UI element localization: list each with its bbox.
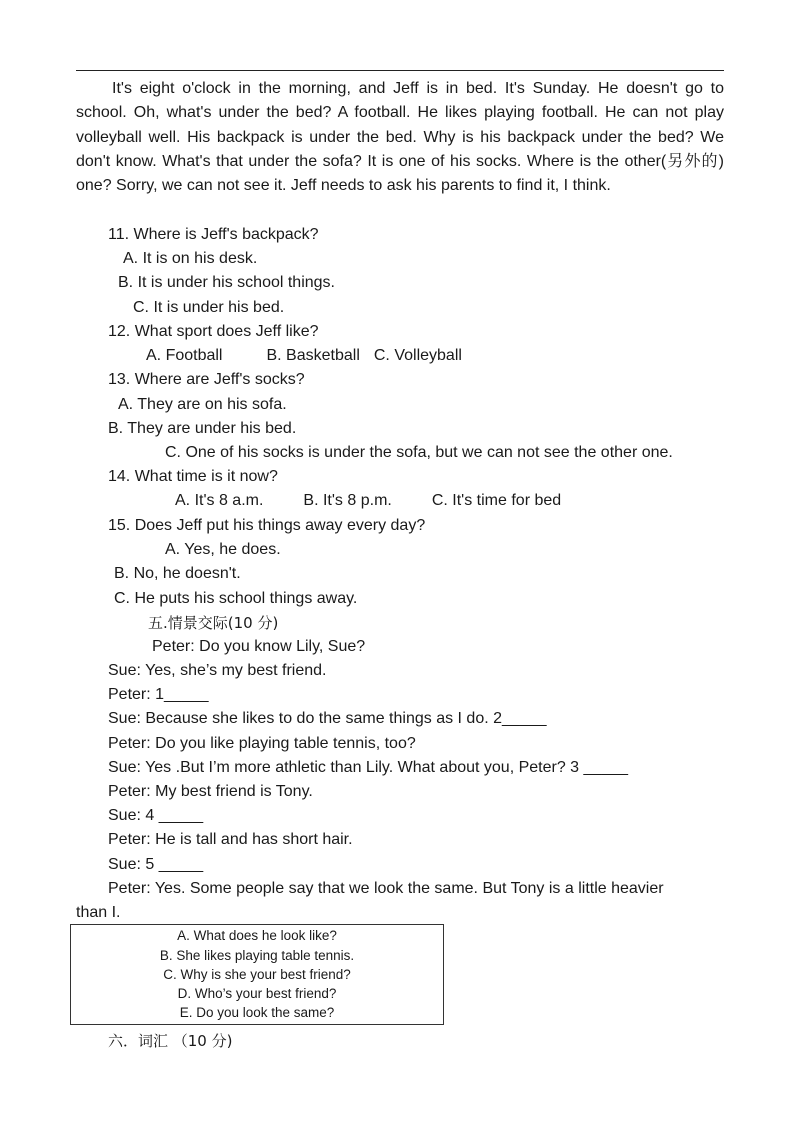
question-12-option-c: C. Volleyball [373,347,462,364]
question-12-options [146,346,462,366]
header-rule [76,70,724,71]
question-12: 12. What sport does Jeff like? [108,323,319,340]
question-13: 13. Where are Jeff's socks? [108,371,305,388]
question-14-option-b: B. It's 8 p.m. [303,492,392,509]
question-15-option-c: C. He puts his school things away. [114,590,358,607]
dialogue-line: Sue: 4 _____ [108,807,204,824]
dialogue-line: Sue: Yes, she’s my best friend. [108,662,327,679]
question-15-option-b: B. No, he doesn't. [114,565,241,582]
answer-choices-box [70,924,444,1025]
dialogue-line: Peter: Yes. Some people say that we look the same. But Tony is a little heavier [108,880,664,897]
question-11-option-b: B. It is under his school things. [118,274,335,291]
question-13-option-a: A. They are on his sofa. [118,396,287,413]
choice-a: A. What does he look like? [177,928,337,944]
dialogue-line: than I. [76,904,121,921]
question-14-option-c: C. It's time for bed [431,492,562,509]
dialogue-line: Peter: 1_____ [108,686,209,703]
question-14-option-a: A. It's 8 a.m. [175,492,264,509]
dialogue-line: Peter: Do you know Lily, Sue? [152,638,366,655]
section-5-heading: 五.情景交际(10 分) [148,614,279,632]
dialogue-line: Peter: He is tall and has short hair. [108,831,353,848]
passage-text: It's eight o'clock in the morning, and Jeff is in bed. It's Sunday. He doesn't go to school. Oh, what's under the bed? A football. He likes playing football. He can not play volleyball well. His backpack is under the bed. Why is his backpack under the bed? We don't know. What's that under the sofa? It is one of his socks. Where is the other(另外的) one? Sorry, we can not see it. Jeff needs to ask his parents to find it, I think. [76,80,724,195]
dialogue-line: Sue: Yes .But I’m more athletic than Lily. What about you, Peter? 3 _____ [108,759,629,776]
dialogue-line: Sue: Because she likes to do the same things as I do. 2_____ [108,710,547,727]
question-14: 14. What time is it now? [108,468,278,485]
choice-d: D. Who’s your best friend? [177,986,337,1002]
choice-e: E. Do you look the same? [179,1005,335,1021]
question-11: 11. Where is Jeff's backpack? [108,226,319,243]
dialogue-line: Peter: My best friend is Tony. [108,783,313,800]
question-13-option-c: C. One of his socks is under the sofa, but we can not see the other one. [165,444,673,461]
question-12-option-b: B. Basketball [266,347,360,364]
question-11-option-a: A. It is on his desk. [123,250,258,267]
dialogue-line: Sue: 5 _____ [108,856,204,873]
question-15: 15. Does Jeff put his things away every day? [108,517,426,534]
reading-passage [76,77,724,198]
choice-c: C. Why is she your best friend? [163,966,351,982]
choice-b: B. She likes playing table tennis. [159,947,355,963]
question-15-option-a: A. Yes, he does. [165,541,281,558]
section-6-heading: 六．词汇 （10 分) [108,1032,233,1050]
question-12-option-a: A. Football [146,347,223,364]
question-11-option-c: C. It is under his bed. [133,299,285,316]
dialogue-line: Peter: Do you like playing table tennis, too? [108,735,416,752]
question-13-option-b: B. They are under his bed. [108,420,297,437]
question-14-options [175,491,561,511]
